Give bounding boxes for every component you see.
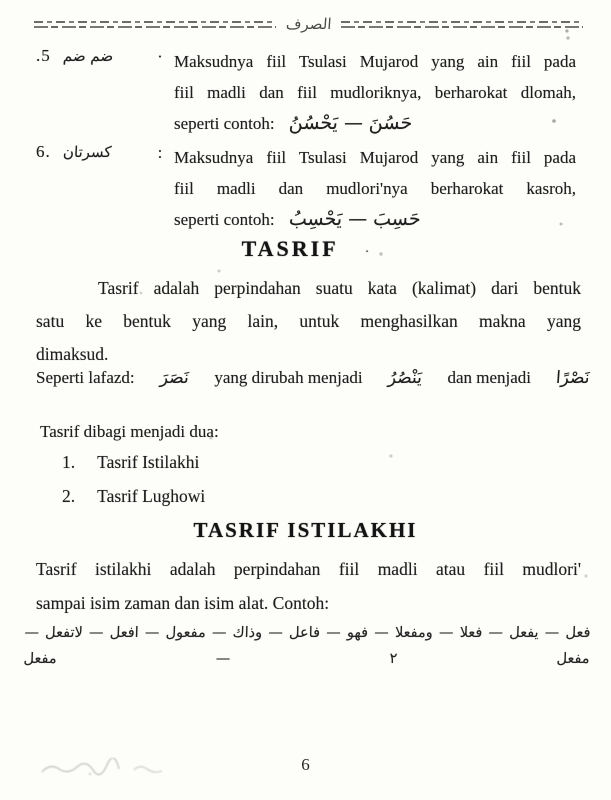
lafazd-arabic-word-3: نَصْرًا [555, 368, 591, 388]
scan-noise-specks [0, 0, 2, 2]
tasrif-divide-intro: Tasrif dibagi menjadi dua: [40, 422, 219, 441]
definition-item-5 [36, 46, 576, 139]
item-6-contoh-label: seperti contoh: [174, 210, 275, 229]
item-6-separator: : [157, 143, 163, 162]
header-title-arabic: الصرف [285, 15, 332, 33]
item-6-contoh-arabic: حَسِبَ — يَحْسِبُ [287, 208, 421, 230]
tasrif-list-item-1-number: 1. [62, 452, 76, 472]
faint-smudge [38, 758, 178, 780]
lafazd-example-line [36, 368, 590, 388]
item-6-line-1: Maksudnya fiil Tsulasi Mujarod yang ain fiil pada [174, 148, 576, 167]
section-title-tasrif-text: TASRIF [241, 236, 339, 261]
lafazd-middle-text-1: yang dirubah menjadi [214, 368, 363, 387]
tasrif-list-item-2-number: 2. [62, 486, 76, 506]
item-6-number: 6. [36, 142, 51, 161]
item-5-contoh-arabic: حَسُنَ — يَحْسُنُ [287, 112, 413, 134]
lafazd-arabic-word-2: يَنْصُرُ [387, 368, 423, 388]
item-6-contoh-row [174, 204, 576, 235]
item-6-label [36, 142, 146, 235]
tasrif-paragraph [36, 272, 581, 371]
istilakhi-paragraph-line-2: sampai isim zaman dan isim alat. Contoh: [36, 593, 330, 613]
header-rule-right [341, 20, 583, 29]
definition-item-6 [36, 142, 576, 235]
lafazd-prefix: Seperti lafazd: [36, 368, 135, 387]
tasrif-list-item-1 [62, 452, 199, 473]
tasrif-paragraph-line-1: Tasrif adalah perpindahan suatu kata (kalimat) dari bentuk [98, 278, 581, 298]
item-6-line-2: fiil madli dan mudlori'nya berharokat kasroh, [174, 179, 576, 198]
page-number: 6 [301, 755, 310, 774]
item-5-body [174, 46, 576, 139]
scan-dot-artifact: · [364, 245, 370, 260]
tasrif-list-item-2 [62, 486, 205, 507]
tasrif-paragraph-line-3: dimaksud. [36, 344, 109, 364]
item-5-contoh-label: seperti contoh: [174, 114, 275, 133]
header-rule-left [34, 20, 276, 29]
item-6-body [174, 142, 576, 235]
page-header [34, 16, 583, 32]
istilakhi-paragraph [36, 552, 581, 620]
item-5-label [36, 46, 146, 139]
lafazd-arabic-word-1: نَصَرَ [159, 368, 190, 388]
item-5-contoh-row [174, 108, 576, 139]
item-5-separator: · [157, 47, 163, 66]
item-6-arabic-term: كسرتان [62, 143, 112, 161]
item-5-arabic-term: ضم ضم [62, 47, 114, 65]
section-title-tasrif-istilakhi: TASRIF ISTILAKHI [193, 518, 418, 542]
tasrif-list-item-1-label: Tasrif Istilakhi [97, 452, 200, 472]
item-5-number: .5 [36, 46, 51, 65]
istilakhi-arabic-conjugation-line: فعل — يفعل — فعلا — ومفعلا — فهو — فاعل — وذاك — مفعول — افعل — لاتفعل — مفعل ٢ — مفعل [23, 625, 591, 667]
istilakhi-paragraph-line-1: Tasrif istilakhi adalah perpindahan fiil madli atau fiil mudlori' [36, 559, 581, 579]
tasrif-paragraph-line-2: satu ke bentuk yang lain, untuk menghasilkan makna yang [36, 311, 581, 331]
lafazd-middle-text-2: dan menjadi [447, 368, 531, 387]
tasrif-list-item-2-label: Tasrif Lughowi [97, 486, 206, 506]
section-title-tasrif [0, 236, 611, 262]
item-5-line-2: fiil madli dan fiil mudloriknya, berharokat dlomah, [174, 83, 576, 102]
item-5-line-1: Maksudnya fiil Tsulasi Mujarod yang ain fiil pada [174, 52, 576, 71]
